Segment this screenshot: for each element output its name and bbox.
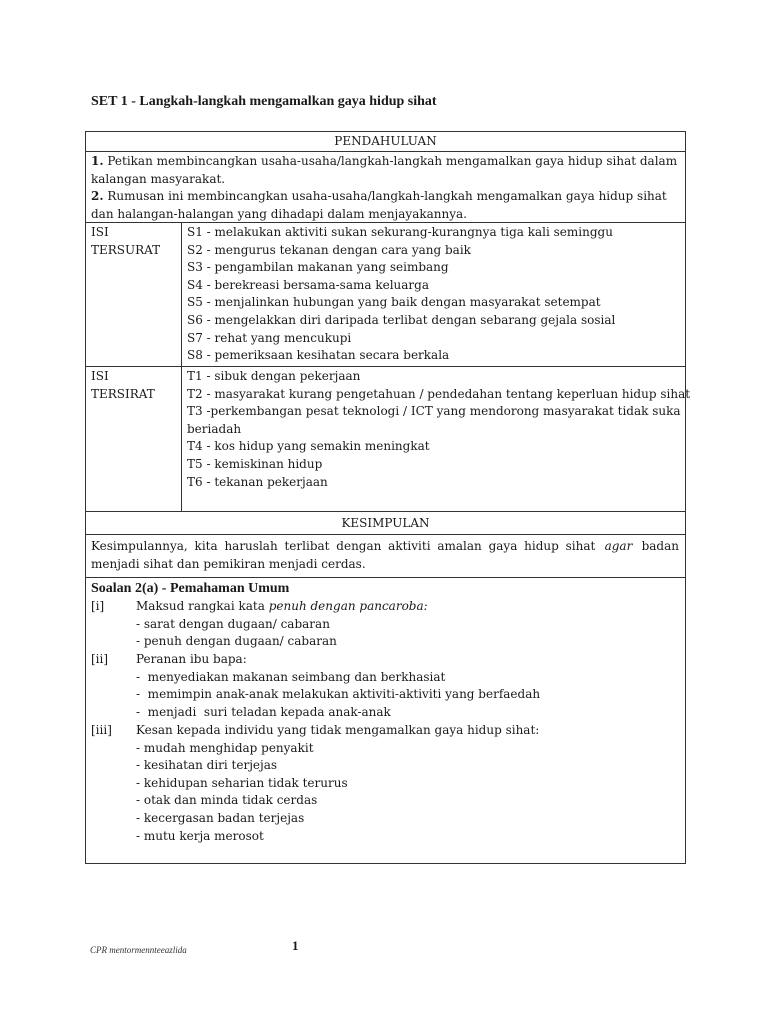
tersirat-item: T1 - sibuk dengan pekerjaan [187, 369, 361, 383]
point-2-number: 2. [91, 189, 104, 204]
kesimpulan-content [91, 538, 679, 573]
question-1-answer: - sarat dengan dugaan/ cabaran [136, 616, 330, 631]
isi-tersirat-label-b: TERSIRAT [91, 386, 155, 401]
tersurat-item: S2 - mengurus tekanan dengan cara yang baik [187, 242, 471, 257]
kesimpulan-text-italic: agar [604, 539, 633, 553]
isi-tersirat-label-a: ISI [91, 369, 109, 383]
page-number: 1 [292, 938, 299, 953]
tersurat-item: S3 - pengambilan makanan yang seimbang [187, 260, 449, 275]
question-2-text: Peranan ibu bapa: [136, 652, 247, 666]
question-3-label: [iii] [91, 723, 112, 737]
question-3-answer: - mutu kerja merosot [136, 828, 264, 843]
pendahuluan-header-row [86, 132, 685, 152]
question-3-answer: - kesihatan diri terjejas [136, 758, 278, 773]
question-2-answer: - menyediakan makanan seimbang dan berkhasiat [136, 669, 446, 684]
question-1-italic: penuh dengan pancaroba: [268, 599, 428, 613]
isi-tersirat-row [86, 367, 691, 512]
question-1-label: [i] [91, 599, 105, 613]
tersurat-item: S7 - rehat yang mencukupi [187, 330, 352, 345]
question-3-text: Kesan kepada individu yang tidak mengamalkan gaya hidup sihat: [136, 723, 540, 737]
tersirat-item: T3 -perkembangan pesat teknologi / ICT yang mendorong masyarakat tidak suka [187, 404, 681, 419]
isi-tersurat-label-a: ISI [91, 225, 109, 239]
question-2-label: [ii] [91, 652, 109, 666]
question-1-answer: - penuh dengan dugaan/ cabaran [136, 634, 337, 649]
pendahuluan-content-row [86, 152, 685, 223]
kesimpulan-text-b: menjadi sihat dan pemikiran menjadi cerdas. [91, 556, 366, 571]
question-1 [136, 598, 428, 651]
question-1-text: Maksud rangkai kata [136, 599, 265, 613]
pendahuluan-header: PENDAHULUAN [334, 134, 437, 148]
question-3 [136, 722, 539, 845]
kesimpulan-text-a2: badan [641, 539, 679, 553]
soalan-section [86, 578, 685, 863]
tersurat-item: S1 - melakukan aktiviti sukan sekurang-kurangnya tiga kali seminggu [187, 225, 613, 239]
tersurat-item: S8 - pemeriksaan kesihatan secara berkala [187, 348, 450, 363]
tersirat-item: T4 - kos hidup yang semakin meningkat [187, 439, 430, 454]
point-1-number: 1. [91, 154, 104, 168]
tersurat-item: S4 - berekreasi bersama-sama keluarga [187, 277, 429, 292]
kesimpulan-header: KESIMPULAN [341, 516, 430, 530]
footer-credit: CPR mentormennteeazlida [90, 945, 187, 955]
point-2-text-a: Rumusan ini membincangkan usaha-usaha/langkah-langkah mengamalkan gaya hidup sihat [107, 189, 667, 204]
isi-tersurat-label-b: TERSURAT [91, 242, 161, 257]
tersirat-item: T6 - tekanan pekerjaan [187, 474, 328, 489]
column-divider [181, 367, 182, 512]
question-2 [136, 651, 540, 721]
document-title: SET 1 - Langkah-langkah mengamalkan gaya hidup sihat [91, 94, 437, 109]
tersirat-item: beriadah [187, 421, 242, 436]
column-divider [181, 223, 182, 367]
question-2-answer: - menjadi suri teladan kepada anak-anak [136, 704, 391, 719]
kesimpulan-header-row [86, 512, 685, 535]
isi-tersirat-list [187, 368, 690, 491]
isi-tersurat-list [187, 224, 615, 365]
tersurat-item: S5 - menjalinkan hubungan yang baik dengan masyarakat setempat [187, 295, 601, 310]
isi-tersurat-row [86, 223, 685, 367]
tersirat-item: T5 - kemiskinan hidup [187, 456, 323, 471]
soalan-heading: Soalan 2(a) - Pemahaman Umum [91, 581, 290, 596]
pendahuluan-content [91, 153, 679, 223]
tersirat-item: T2 - masyarakat kurang pengetahuan / pendedahan tentang keperluan hidup sihat [187, 386, 691, 401]
question-3-answer: - otak dan minda tidak cerdas [136, 793, 318, 808]
point-1-text-b: kalangan masyarakat. [91, 171, 226, 186]
question-3-answer: - kecergasan badan terjejas [136, 810, 305, 825]
kesimpulan-content-row [86, 535, 685, 578]
question-2-answer: - memimpin anak-anak melakukan aktiviti-aktiviti yang berfaedah [136, 687, 541, 702]
summary-table [85, 131, 691, 864]
tersurat-item: S6 - mengelakkan diri daripada terlibat dengan sebarang gejala sosial [187, 312, 616, 327]
question-3-answer: - mudah menghidap penyakit [136, 740, 314, 755]
point-1-text-a: Petikan membincangkan usaha-usaha/langkah-langkah mengamalkan gaya hidup sihat dalam [107, 154, 678, 168]
kesimpulan-text-a1: Kesimpulannya, kita haruslah terlibat dengan aktiviti amalan gaya hidup sihat [91, 539, 596, 553]
question-3-answer: - kehidupan seharian tidak terurus [136, 775, 348, 790]
isi-tersirat-label [91, 368, 155, 403]
isi-tersurat-label [91, 224, 160, 259]
point-2-text-b: dan halangan-halangan yang dihadapi dalam menjayakannya. [91, 206, 467, 221]
